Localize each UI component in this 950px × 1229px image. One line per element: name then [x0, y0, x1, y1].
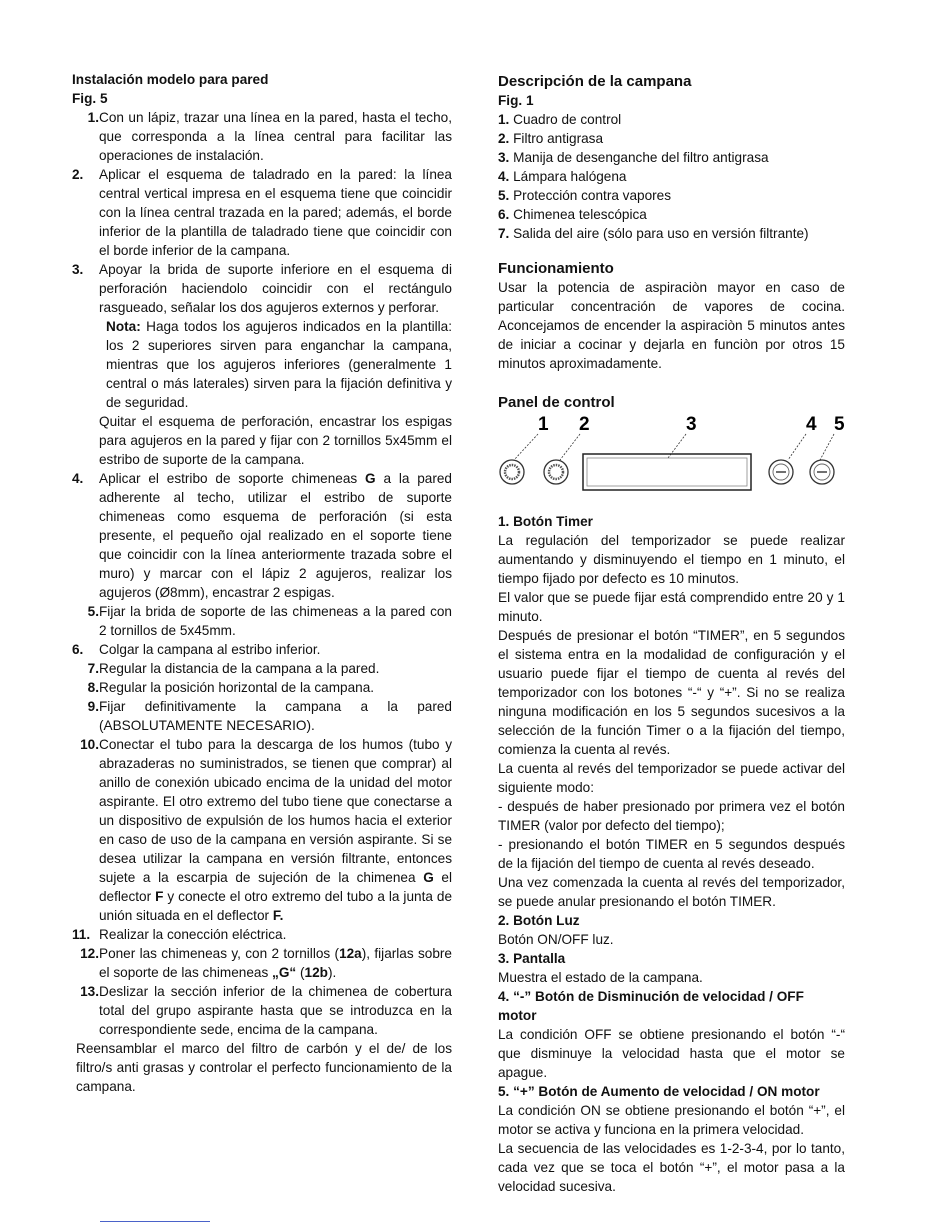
item-number: 4.	[72, 471, 84, 486]
list-item	[72, 735, 452, 925]
list-item	[72, 602, 452, 640]
bold-run: 12b	[304, 965, 328, 980]
text-run: (	[296, 965, 305, 980]
text-run: Conectar el tubo para la descarga de los humos (tubo y abrazaderas no suministrados, se tienen que comprar) al anillo de conexión ubicado encima de la unidad del motor aspirante. El otro extremo del tubo tiene que conectarse a un dispositivo de expulsión de los humos hacia el exterior en caso de uso de la campana en versión aspirante. Si se desea utilizar la campana en versión filtrante, entonces sujete a la escarpia de sujeción de la chimenea	[99, 737, 452, 885]
part-item	[498, 129, 845, 148]
note-label: Nota:	[106, 319, 141, 334]
control-panel-figure	[498, 412, 845, 512]
item-3-continuation: Quitar el esquema de perforación, encastrar los espigas para agujeros en la pared y fijar con 2 tornillos 5x45mm el estribo de suporte de la campana.	[99, 414, 452, 467]
item-number: 9.	[87, 699, 99, 714]
list-item	[72, 659, 452, 678]
control-panel-drawing	[498, 412, 845, 512]
timer-paragraph: - después de haber presionado por primera vez el botón TIMER (valor por defecto del tiempo);	[498, 799, 845, 833]
footnote-separator	[100, 1221, 210, 1222]
timer-button-icon	[500, 460, 524, 484]
text-run: Poner las chimeneas y, con 2 tornillos (	[99, 946, 340, 961]
list-item	[72, 982, 452, 1039]
funcionamiento-text: Usar la potencia de aspiraciòn mayor en caso de particular concentración de vapores de cocina. Aconcejamos de encender la aspiraciòn 5 minutos antes de iniciar a cocinar y dejarla en funciòn por otros 15 minutos aproximadamente.	[498, 280, 845, 371]
item-number: 11.	[72, 927, 91, 942]
description-title: Descripción de la campana	[498, 73, 692, 90]
display-screen	[583, 454, 751, 490]
item-text: Apoyar la brida de suporte inferiore en el esquema di perforación haciendolo coincidir con el rectángulo rasgueado, señalar los dos agujeros externos y perforar.	[99, 262, 452, 315]
part-number: 4.	[498, 169, 510, 184]
timer-paragraph: Una vez comenzada la cuenta al revés del temporizador, se puede anular presionando el botón TIMER.	[498, 875, 845, 909]
part-number: 7.	[498, 226, 510, 241]
timer-paragraph: La cuenta al revés del temporizador se puede activar del siguiente modo:	[498, 761, 845, 795]
timer-paragraph: - presionando el botón TIMER en 5 segundos después de la fijación del tiempo de cuenta al revés deseado.	[498, 837, 845, 871]
fig-5-label: Fig. 5	[72, 91, 108, 106]
item-number: 10.	[80, 737, 99, 752]
item-text: Regular la posición horizontal de la campana.	[99, 680, 375, 695]
part-text: Lámpara halógena	[509, 169, 627, 184]
item-text	[99, 469, 452, 602]
light-button-text: Botón ON/OFF luz.	[498, 932, 614, 947]
list-item	[72, 944, 452, 982]
panel-label-1: 1	[538, 414, 549, 435]
list-item	[72, 469, 452, 602]
part-text: Filtro antigrasa	[509, 131, 604, 146]
text-run: Aplicar el estribo de soporte chimeneas	[99, 471, 366, 486]
part-number: 2.	[498, 131, 510, 146]
display-title: 3. Pantalla	[498, 951, 566, 966]
list-item	[72, 697, 452, 735]
leader-lines	[514, 434, 834, 460]
part-item	[498, 224, 845, 243]
item-text	[99, 944, 452, 982]
part-text: Protección contra vapores	[509, 188, 672, 203]
part-item	[498, 110, 845, 129]
plus-button-text: La condición ON se obtiene presionando el botón “+”, el motor se activa y funciona en la primera velocidad.	[498, 1103, 845, 1137]
part-text: Manija de desenganche del filtro antigrasa	[509, 150, 769, 165]
item-number: 13.	[80, 984, 99, 999]
part-item	[498, 186, 845, 205]
panel-title: Panel de control	[498, 394, 615, 411]
item-text: Fijar definitivamente la campana a la pared (ABSOLUTAMENTE NECESARIO).	[99, 699, 452, 733]
list-item	[72, 165, 452, 260]
item-number: 8.	[87, 680, 99, 695]
item-number: 5.	[87, 604, 99, 619]
text-run: ).	[327, 965, 337, 980]
item-text: Con un lápiz, trazar una línea en la pared, hasta el techo, que corresponda a la línea central para facilitar las operaciones de instalación.	[99, 110, 452, 163]
part-number: 5.	[498, 188, 510, 203]
part-number: 1.	[498, 112, 510, 127]
item-number: 7.	[87, 661, 99, 676]
bold-run: G	[423, 870, 434, 885]
spacer	[498, 373, 845, 393]
bold-run: F.	[272, 908, 284, 923]
plus-button-text: La secuencia de las velocidades es 1-2-3-4, por lo tanto, cada vez que se toca el botón “+”, el motor pasa a la velocidad sucesiva.	[498, 1141, 845, 1194]
timer-button-title: 1. Botón Timer	[498, 514, 593, 529]
text-run: ), fijarlas sobre el soporte de las chimeneas	[99, 946, 452, 980]
text-run: y conecte el otro extremo del tubo a la junta de unión situada en el deflector	[99, 889, 452, 923]
item-number: 3.	[72, 262, 84, 277]
part-item	[498, 148, 845, 167]
minus-button-icon	[769, 460, 793, 484]
right-column	[498, 72, 845, 1196]
panel-label-4: 4	[806, 414, 817, 435]
panel-label-5-visible: 5	[834, 414, 845, 435]
final-paragraph: Reensamblar el marco del filtro de carbón y el de/ de los filtro/s anti grasas y controlar el perfecto funcionamiento de la campana.	[76, 1041, 452, 1094]
item-text: Aplicar el esquema de taladrado en la pared: la línea central vertical impresa en el esquema tiene que coincidir con la línea central trazada en la pared; además, el borde inferior de la plantilla de taladrado tiene que coincidir con el borde inferior de la campana.	[99, 167, 452, 258]
minus-button-title: 4. “-” Botón de Disminución de velocidad / OFF motor	[498, 989, 804, 1023]
installation-heading: Instalación modelo para pared	[72, 72, 269, 87]
panel-label-2: 2	[579, 414, 590, 435]
light-button-icon	[544, 460, 568, 484]
part-number: 6.	[498, 207, 510, 222]
part-item	[498, 167, 845, 186]
item-text: Realizar la conección eléctrica.	[99, 927, 287, 942]
part-text: Chimenea telescópica	[509, 207, 647, 222]
note-paragraph	[72, 317, 452, 412]
list-item	[72, 925, 452, 944]
fig-1-label: Fig. 1	[498, 93, 534, 108]
part-item	[498, 205, 845, 224]
spacer	[498, 243, 845, 259]
item-number: 6.	[72, 642, 84, 657]
minus-button-text: La condición OFF se obtiene presionando el botón “-“ que disminuye la velocidad hasta que el motor se apague.	[498, 1027, 845, 1080]
plus-button-icon	[810, 460, 834, 484]
part-text: Cuadro de control	[509, 112, 622, 127]
light-button-title: 2. Botón Luz	[498, 913, 580, 928]
panel-label-3: 3	[686, 414, 697, 435]
item-text: Colgar la campana al estribo inferior.	[99, 642, 321, 657]
bold-run: „G“	[272, 965, 297, 980]
list-item	[72, 640, 452, 659]
part-text: Salida del aire (sólo para uso en versión filtrante)	[509, 226, 809, 241]
item-number: 1.	[87, 110, 99, 125]
bold-run: 12a	[339, 946, 362, 961]
text-run: el deflector	[99, 870, 452, 904]
funcionamiento-title: Funcionamiento	[498, 260, 614, 277]
list-item	[72, 678, 452, 697]
text-run: a la pared adherente al techo, utilizar el estribo de suporte chimeneas como esquema de perforación (si esta presente, el pequeño ojal realizado en el soporte tiene que coincidir con la línea anteriormente trazada sobre el muro) y marcar con el lápiz 2 agujeros, realizar los agujeros (Ø8mm), encastrar 2 espigas.	[99, 471, 452, 600]
list-item	[72, 108, 452, 165]
item-number: 12.	[80, 946, 99, 961]
item-text: Regular la distancia de la campana a la pared.	[99, 661, 380, 676]
item-number: 2.	[72, 167, 84, 182]
plus-button-title: 5. “+” Botón de Aumento de velocidad / ON motor	[498, 1084, 820, 1099]
timer-paragraph: La regulación del temporizador se puede realizar aumentando y disminuyendo el tiempo en 1 minuto, el tiempo fijado por defecto es 10 minutos.	[498, 533, 845, 586]
item-text: Fijar la brida de soporte de las chimeneas a la pared con 2 tornillos de 5x45mm.	[99, 604, 452, 638]
timer-paragraph: El valor que se puede fijar está comprendido entre 20 y 1 minuto.	[498, 590, 845, 624]
item-text: Deslizar la sección inferior de la chimenea de cobertura total del grupo aspirante hasta que se introduzca en la correspondiente sede, encima de la campana.	[99, 984, 452, 1037]
list-item	[72, 260, 452, 317]
timer-paragraph: Después de presionar el botón “TIMER”, en 5 segundos el sistema entra en la modalidad de configuración y el usuario puede fijar el tiempo de cuenta al revés del temporizador con los botones “-“ y “+”. Si no se realiza ninguna modificación en los 5 segundos sucesivos a la selección de la función Timer o a la fijación del tiempo, comienza la cuenta al revés.	[498, 628, 845, 757]
part-number: 3.	[498, 150, 510, 165]
bold-run: F	[155, 889, 164, 904]
display-text: Muestra el estado de la campana.	[498, 970, 703, 985]
left-column	[72, 70, 452, 1096]
note-text: Haga todos los agujeros indicados en la plantilla: los 2 superiores sirven para enganchar la campana, mientras que los agujeros inferiores (generalmente 1 central o más laterales) sirven para la fijación definitiva y de seguridad.	[106, 319, 452, 410]
item-text	[99, 735, 452, 925]
bold-run: G	[365, 471, 376, 486]
